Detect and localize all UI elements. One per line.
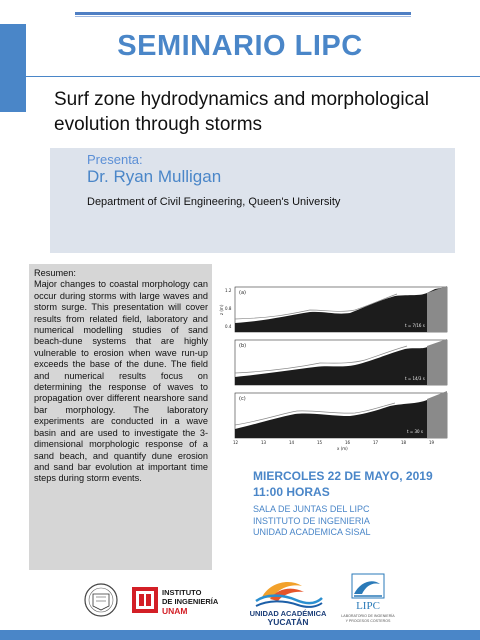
panel-a-time: t = 7/16 s xyxy=(405,323,425,328)
unidad-line1: UNIDAD ACADÉMICA xyxy=(249,609,327,618)
x-tick: 18 xyxy=(401,440,407,445)
x-tick: 14 xyxy=(289,440,295,445)
x-tick: 12 xyxy=(233,440,239,445)
instituto-line3: UNAM xyxy=(162,606,188,616)
x-tick: 15 xyxy=(317,440,323,445)
figure-y-label: z (m) xyxy=(219,304,224,315)
seminar-title: SEMINARIO LIPC xyxy=(117,30,363,62)
figure-y-tick-2: 0.8 xyxy=(225,306,232,311)
figure-panel-c xyxy=(235,391,447,438)
presenter-box xyxy=(50,148,455,253)
figure-y-tick-1: 1.2 xyxy=(225,288,232,293)
panel-b-label: (b) xyxy=(239,343,247,349)
bottom-accent-bar xyxy=(0,630,480,640)
venue-line: UNIDAD ACADEMICA SISAL xyxy=(253,527,371,537)
instituto-line2: DE INGENIERÍA xyxy=(162,597,219,606)
instituto-line1: INSTITUTO xyxy=(162,588,202,597)
lipc-name: LIPC xyxy=(356,600,380,612)
lipc-logo xyxy=(341,574,395,623)
unidad-line2: YUCATÁN xyxy=(267,617,309,627)
figure-y-tick-3: 0.4 xyxy=(225,324,232,329)
unidad-academica-yucatan-logo xyxy=(250,582,327,627)
lipc-sub2: Y PROCESOS COSTEROS xyxy=(345,619,391,623)
abstract-box xyxy=(29,264,212,570)
figure-panel-a xyxy=(235,286,447,332)
logos-row xyxy=(0,572,480,628)
lipc-sub1: LABORATORIO DE INGENIERÍA xyxy=(341,614,395,618)
figure-panel-b xyxy=(235,339,447,385)
top-decorative-line xyxy=(75,12,411,15)
unam-seal-logo xyxy=(85,584,117,616)
event-venue xyxy=(253,504,433,539)
top-decorative-line-thin xyxy=(75,16,411,17)
beach-profile-figure xyxy=(215,283,455,453)
panel-c-time: t = 30 s xyxy=(407,429,423,434)
event-time: 11:00 HORAS xyxy=(253,485,330,499)
x-tick: 17 xyxy=(373,440,379,445)
figure-x-label: x (m) xyxy=(337,446,348,451)
presenter-affiliation: Department of Civil Engineering, Queen's University xyxy=(87,196,341,208)
x-tick: 19 xyxy=(429,440,435,445)
event-date: MIERCOLES 22 DE MAYO, 2019 xyxy=(253,469,433,483)
x-tick: 13 xyxy=(261,440,267,445)
panel-a-label: (a) xyxy=(239,290,246,296)
figure-x-ticks xyxy=(233,440,435,445)
title-underline xyxy=(26,76,480,77)
venue-line: INSTITUTO DE INGENIERIA xyxy=(253,515,370,526)
x-tick: 16 xyxy=(345,440,351,445)
presenter-label: Presenta: xyxy=(87,152,143,167)
talk-title: Surf zone hydrodynamics and morphological evolution through storms xyxy=(54,89,429,135)
event-details xyxy=(253,468,433,539)
panel-c-label: (c) xyxy=(239,396,246,402)
venue-line: SALA DE JUNTAS DEL LIPC xyxy=(253,504,370,514)
instituto-ingenieria-logo xyxy=(132,587,219,616)
panel-b-time: t = 14/3 s xyxy=(405,376,425,381)
abstract-title: Resumen: xyxy=(34,268,76,278)
presenter-name: Dr. Ryan Mulligan xyxy=(87,167,222,186)
abstract-body: Major changes to coastal morphology can occur during storms with large waves and storm surge. This presentation will cover results from related field, laboratory and numerical modelling studies of sand beach-dune systems that are highly vulnerable to erosion when wave run-up exceeds the base of the dune. The field and numerical results focus on determining the response of waves to propagation over different nearshore sand bar morphology. The laboratory experiments are conducted in a wave basin and are used to investigate the 3-dimensional morphologic response of a sand beach, and quantify dune erosion and sand bar evolution at important time steps during storm events. xyxy=(34,279,208,484)
